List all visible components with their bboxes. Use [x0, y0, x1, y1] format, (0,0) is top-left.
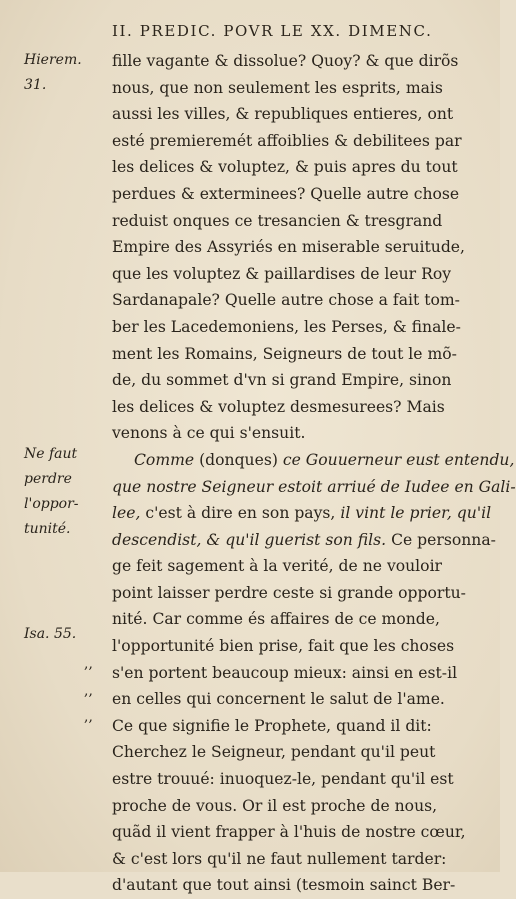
text-line: & c'est lors qu'il ne faut nullement tarder: — [112, 849, 447, 868]
text-line: Ce que signifie le Prophete, quand il dit: — [112, 716, 432, 735]
quote-mark: ,, — [84, 682, 93, 699]
text-line: reduist onques ce tresancien & tresgrand — [112, 211, 443, 230]
margin-note-isa: Isa. 55. — [24, 626, 77, 642]
italic-span: Comme — [134, 450, 195, 469]
text-line: en celles qui concernent le salut de l'ame. — [112, 690, 445, 709]
text-line: Cherchez le Seigneur, pendant qu'il peut — [112, 743, 436, 762]
body-text — [112, 48, 516, 899]
roman-span: c'est à dire en son pays, — [140, 504, 341, 523]
text-line: que les voluptez & paillardises de leur Roy — [112, 264, 452, 283]
text-line: les delices & voluptez, & puis apres du tout — [112, 158, 458, 177]
roman-span: Ce personna- — [386, 530, 496, 549]
text-line: venons à ce qui s'ensuit. — [112, 424, 306, 443]
italic-span: il vint le prier, qu'il — [340, 504, 492, 523]
text-line: perdues & exterminees? Quelle autre chose — [112, 184, 460, 203]
italic-span: ce Gouuerneur eust entendu, — [282, 450, 515, 469]
text-line: ber les Lacedemoniens, les Perses, & finale- — [112, 317, 461, 336]
text-line: ge feit sagement à la verité, de ne vouloir — [112, 557, 443, 576]
text-line: point laisser perdre ceste si grande opportu- — [112, 583, 466, 602]
text-line: de, du sommet d'vn si grand Empire, sinon — [112, 371, 452, 390]
text-line — [112, 500, 492, 527]
text-line: l'opportunité bien prise, fait que les choses — [112, 637, 455, 656]
margin-note-jerem: Hierem. 31. — [24, 52, 82, 93]
text-line: ment les Romains, Seigneurs de tout le mõ- — [112, 344, 457, 363]
text-line: s'en portent beaucoup mieux: ainsi en est-il — [112, 663, 458, 682]
text-line: quãd il vient frapper à l'huis de nostre cœur, — [112, 823, 466, 842]
quote-mark: ,, — [84, 656, 93, 672]
italic-span: lee, — [112, 504, 141, 523]
text-line: nité. Car comme és affaires de ce monde, — [112, 610, 440, 629]
text-line: proche de vous. Or il est proche de nous, — [112, 796, 438, 815]
text-line: Sardanapale? Quelle autre chose a fait tom- — [112, 291, 460, 310]
text-line: les delices & voluptez desmesurees? Mais — [112, 397, 445, 416]
italic-span: descendist, & qu'il guerist son fils. — [112, 530, 387, 549]
text-line: estre trouué: inuoquez-le, pendant qu'il est — [112, 770, 454, 789]
text-line — [112, 447, 515, 474]
text-line: d'autant que tout ainsi (tesmoin sainct Ber- — [112, 876, 456, 895]
text-line: esté premieremét affoiblies & debilitees par — [112, 131, 462, 150]
text-line — [112, 527, 496, 554]
quote-mark: ,, — [84, 709, 93, 726]
text-line: que nostre Seigneur estoit arriué de Iudee en Gali- — [112, 477, 516, 496]
text-line: Empire des Assyriés en miserable seruitude, — [112, 238, 465, 257]
quote-marks — [84, 651, 104, 731]
running-header: II. PREDIC. POVR LE XX. DIMENC. — [112, 22, 433, 40]
text-line: aussi les villes, & republiques entieres, ont — [112, 105, 454, 124]
roman-span: (donques) — [194, 450, 283, 469]
text-line: nous, que non seulement les esprits, mais — [112, 78, 443, 97]
text-line: fille vagante & dissolue? Quoy? & que dirõs — [112, 52, 459, 70]
margin-note-ne-faut: Ne faut perdre l'oppor-tunité. — [24, 446, 79, 537]
